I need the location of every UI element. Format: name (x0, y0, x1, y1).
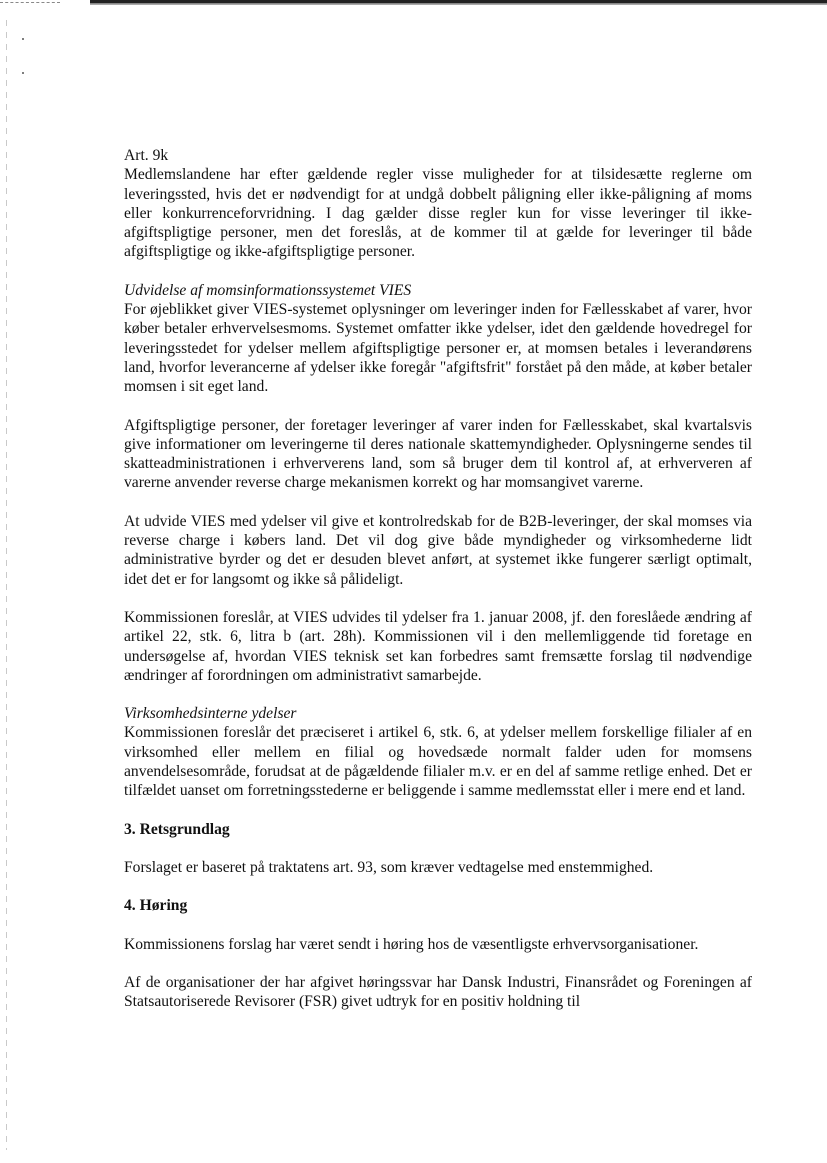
scan-artifact-dot (22, 72, 24, 74)
vies-paragraph-2: Afgiftspligtige personer, der foretager leveringer af varer inden for Fællesskabet, skal kvartalsvis give informationer om leveringerne til deres nationale skattemyndigheder. Oplysningerne sendes til skatteadministrationen i erhververens land, som så bruger dem til kontrol af, at erhververen af varerne anvender reverse charge mekanismen korrekt og har momsangivet varerne. (124, 416, 752, 492)
scan-artifact-dashes (0, 2, 60, 4)
vies-paragraph-3: At udvide VIES med ydelser vil give et kontrolredskab for de B2B-leveringer, der skal momses via reverse charge i købers land. Det vil dog give både myndigheder og virksomhederne lidt administrative byrder og det er desuden blevet anført, at systemet ikke fungerer særligt optimalt, idet det er for langsomt og ikke så pålideligt. (124, 512, 752, 588)
vies-paragraph-4: Kommissionen foreslår, at VIES udvides til ydelser fra 1. januar 2008, jf. den foreslåede ændring af artikel 22, stk. 6, litra b (art. 28h). Kommissionen vil i den mellemliggende tid foretage en undersøgelse af, hvordan VIES teknisk set kan forbedres samt fremsætte forslag til nødvendige ændringer af forordningen om administrativt samarbejde. (124, 608, 752, 684)
vies-heading: Udvidelse af momsinformationssystemet VIES (124, 281, 412, 299)
vies-paragraph-1: For øjeblikket giver VIES-systemet oplysninger om leveringer inden for Fællesskabet af varer, hvor køber betaler erhvervelsesmoms. Systemet omfatter ikke ydelser, idet den gældende hovedregel for leveringsstedet for ydelser mellem afgiftspligtige personer er, at momsen betales i leverandørens land, hvorfor leverancerne af ydelser ikke foregår "afgiftsfrit" forstået på den måde, at køber betaler momsen i sit eget land. (124, 301, 752, 396)
section-4-heading: 4. Høring (124, 897, 188, 915)
internal-paragraph: Kommissionen foreslår det præciseret i artikel 6, stk. 6, at ydelser mellem forskellige filialer af en virksomhed eller mellem en filial og hovedsæde normalt falder uden for momsens anvendelsesområde, forudsat at de pågældende filialer m.v. er en del af samme retlige enhed. Det er tilfældet uanset om forretningsstederne er beliggende i samme medlemsstat eller i mere end et land. (124, 724, 752, 800)
section-3-heading: 3. Retsgrundlag (124, 820, 230, 838)
art-paragraph: Medlemslandene har efter gældende regler visse muligheder for at tilsidesætte reglerne om leveringssted, hvis det er nødvendigt for at undgå dobbelt påligning eller ikke-påligning af moms eller konkurrenceforvridning. I dag gælder disse regler kun for visse leveringer til ikke-afgiftspligtige personer, men det foreslås, at de kommer til at gælde for leveringer til både afgiftspligtige og ikke-afgiftspligtige personer. (124, 166, 752, 261)
document-page (124, 146, 752, 1011)
section-4-paragraph-1: Kommissionens forslag har været sendt i høring hos de væsentligste erhvervsorganisationer. (124, 935, 699, 953)
internal-heading: Virksomhedsinterne ydelser (124, 705, 297, 723)
scan-artifact-left-edge (6, 20, 7, 1150)
art-heading: Art. 9k (124, 147, 169, 164)
section-3-paragraph: Forslaget er baseret på traktatens art. 93, som kræver vedtagelse med enstemmighed. (124, 858, 654, 876)
section-4-paragraph-2: Af de organisationer der har afgivet høringssvar har Dansk Industri, Finansrådet og Foreningen af Statsautoriserede Revisorer (FSR) givet udtryk for en positiv holdning til (124, 973, 752, 1011)
scan-artifact-top-line (90, 0, 827, 5)
scan-artifact-dot (22, 38, 24, 40)
